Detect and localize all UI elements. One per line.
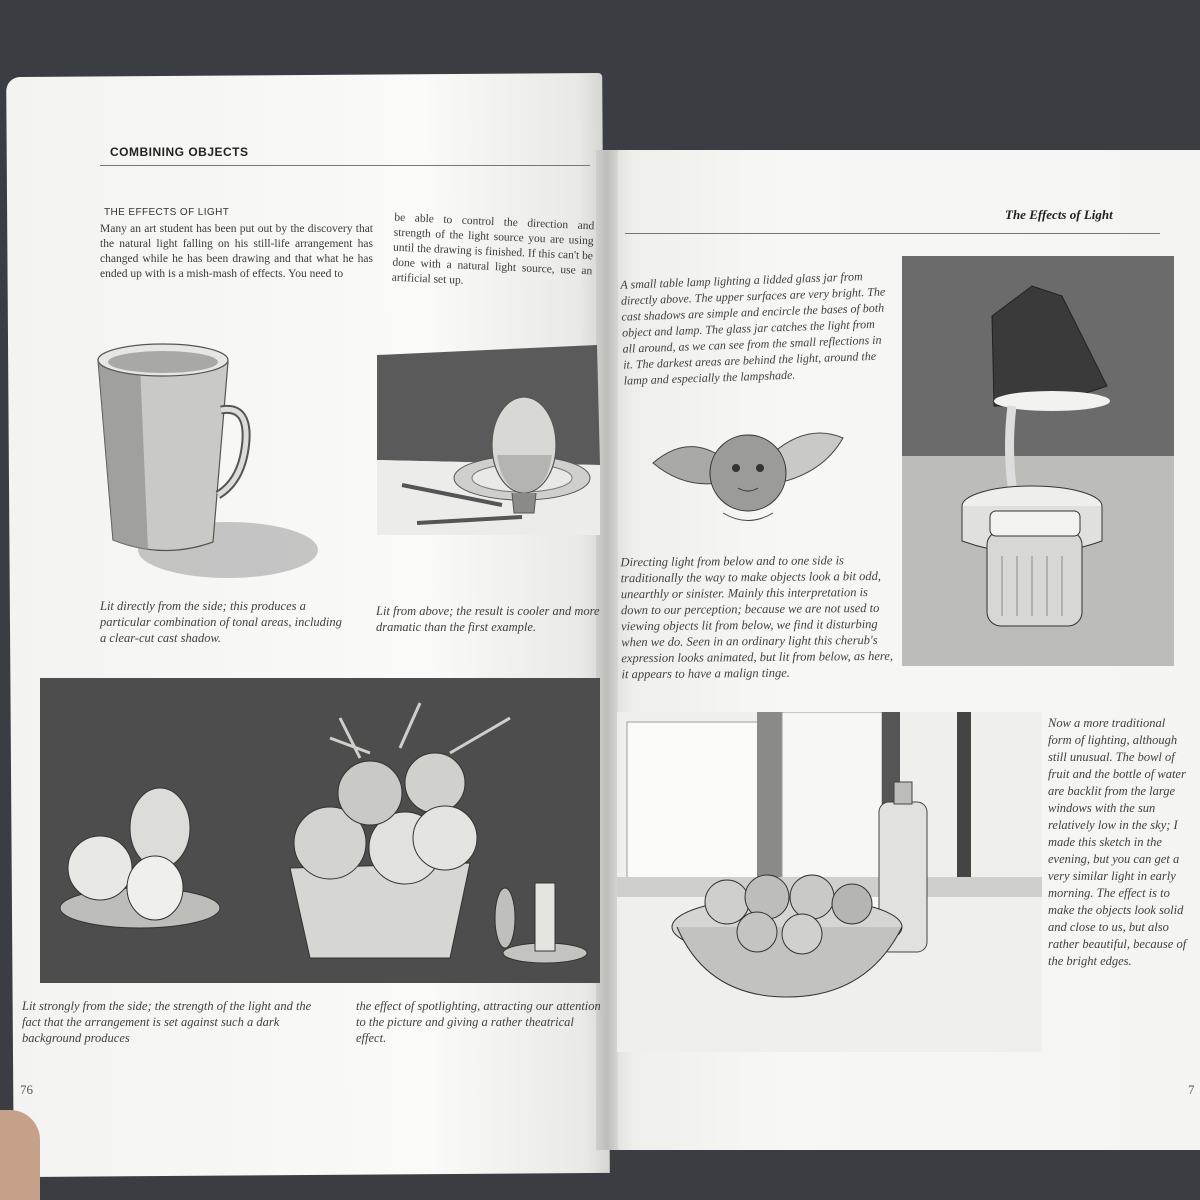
egg-cup-drawing xyxy=(372,345,602,535)
running-head-right: The Effects of Light xyxy=(1005,207,1113,222)
page-number-left: 76 xyxy=(20,1082,33,1097)
mug-drawing xyxy=(88,330,318,590)
caption-egg: Lit from above; the result is cooler and more dramatic than the first example. xyxy=(376,604,600,634)
fruit-basket-drawing xyxy=(40,678,600,983)
intro-text-col1: Many an art student has been put out by the discovery that the natural light falling on his still-life arrangement has changed while he has been drawing and that what he has ended up with is a mish-mash of effects. You need to xyxy=(100,223,373,280)
intro-text-col2: be able to control the direction and strength of the light source you are using until the drawing is finished. If this can't be done with a natural light source, use an artificial set up. xyxy=(391,211,595,287)
cherub-drawing xyxy=(648,418,848,528)
caption-lamp: A small table lamp lighting a lidded glass jar from directly above. The upper surfaces are very bright. The cast shadows are simple and encircle the bases of both object and lamp. The glass jar catches the light from all around, as we can see from the small reflections in it. The darkest areas are behind the light, around the lamp and especially the lampshade. xyxy=(620,269,886,388)
caption-fruit-col1: Lit strongly from the side; the strength of the light and the fact that the arrangement is set against such a dark background produces xyxy=(22,999,312,1045)
caption-fruit-col2: the effect of spotlighting, attracting our attention to the picture and giving a rather theatrical effect. xyxy=(356,999,601,1045)
header-rule-right xyxy=(625,233,1160,234)
window-fruit-bowl-drawing xyxy=(617,712,1042,1052)
caption-cherub: Directing light from below and to one side is traditionally the way to make objects look a bit odd, unearthly or sinister. Mainly this interpretation is down to our perception; because we are not used to viewing objects lit from below, we find it disturbing when we do. Seen in an ordinary light this cherub's expression looks animated, but lit from below, as here, it appears to have a malign tinge. xyxy=(620,553,894,682)
page-number-right: 7 xyxy=(1188,1082,1195,1097)
running-head-left: COMBINING OBJECTS xyxy=(110,145,249,159)
caption-mug: Lit directly from the side; this produces a particular combination of tonal areas, including a clear-cut cast shadow. xyxy=(100,599,342,645)
reader-thumb xyxy=(0,1110,40,1200)
section-title: THE EFFECTS OF LIGHT xyxy=(104,207,230,218)
header-rule-left xyxy=(100,165,590,166)
caption-window: Now a more traditional form of lighting, although still unusual. The bowl of fruit and the bottle of water are backlit from the large windows with the sun relatively low in the sky; I made this sketch in the evening, but you can get a very similar light in early morning. The effect is to make the objects look solid and close to us, but also rather beautiful, because of the bright edges. xyxy=(1048,716,1187,968)
table-lamp-drawing xyxy=(902,256,1177,668)
